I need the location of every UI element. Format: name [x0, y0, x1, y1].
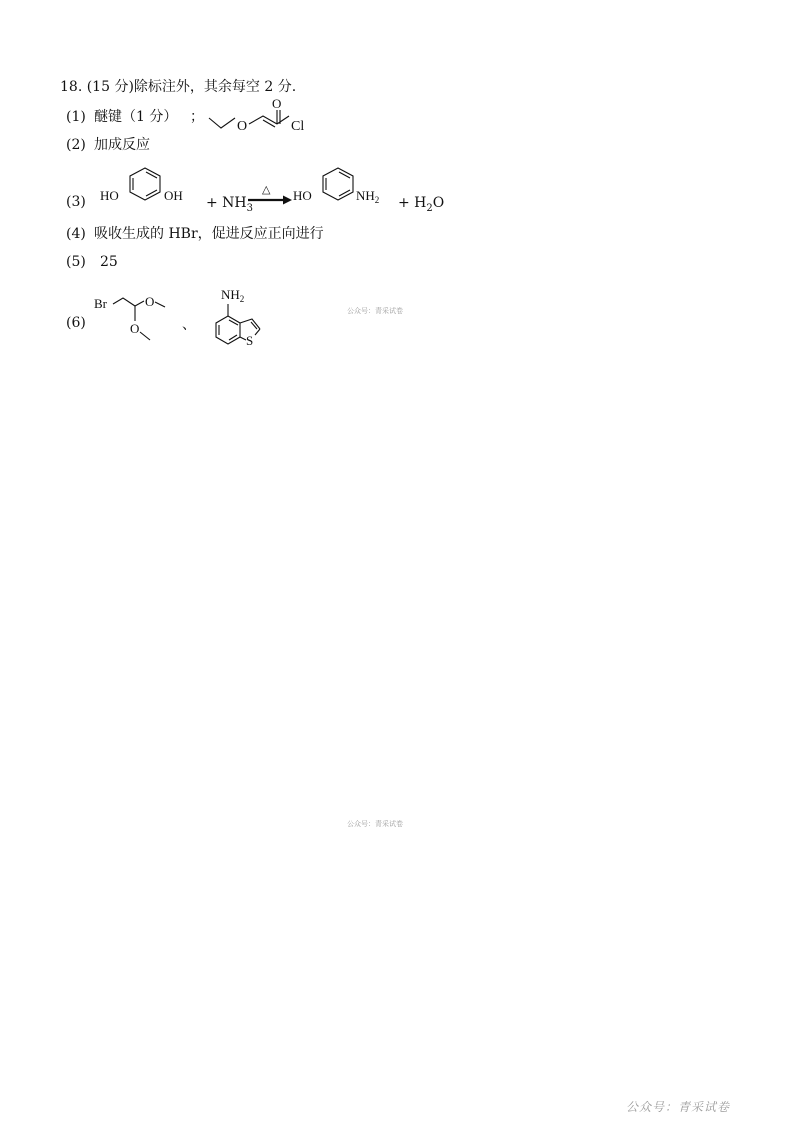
item-2-answer: 加成反应 [94, 137, 150, 153]
item-6-separator: 、 [182, 317, 196, 333]
resorcinol-structure [100, 160, 200, 210]
hydroxyl-label-right: OH [164, 188, 183, 203]
thiophene-bond [255, 329, 260, 335]
watermark-top: 公众号：青采试卷 [347, 307, 403, 315]
benzene-ring [130, 168, 160, 200]
amino-label [221, 287, 244, 304]
arrow-head [283, 196, 292, 205]
carbonyl-oxygen-label: O [272, 96, 282, 111]
amino-text: NH [221, 287, 240, 302]
ammonia-text: + NH [206, 195, 247, 211]
water-subscript: 2 [426, 202, 433, 214]
watermark-middle: 公众号：青采试卷 [347, 820, 403, 828]
aminophenol-structure [293, 160, 393, 210]
bromoacetal-structure [92, 290, 172, 348]
item-6-number: (6) [66, 315, 86, 331]
carbonyl-carbon-bond [277, 116, 289, 124]
item-1-number: (1) [66, 109, 86, 125]
benzene-ring [323, 168, 353, 200]
water-oxygen: O [432, 195, 445, 211]
item-3-number: (3) [66, 194, 86, 210]
ammonia-subscript: 3 [246, 202, 254, 214]
item-5-number: (5) [66, 254, 86, 270]
amino-label [356, 188, 379, 205]
thiophene-double-bond [251, 322, 257, 329]
ether-oxygen-label: O [130, 321, 140, 336]
ether-oxygen-label: O [237, 119, 248, 134]
question-header: 18. (15 分)除标注外，其余每空 2 分. [60, 79, 297, 95]
sulfur-label: S [246, 333, 254, 348]
bromine-label: Br [94, 296, 107, 311]
heat-symbol: △ [262, 184, 271, 196]
reaction-arrow [246, 183, 294, 207]
acyl-chloride-structure [205, 94, 315, 138]
amino-subscript: 2 [239, 294, 245, 304]
thiophene-bond [240, 319, 260, 329]
double-bond-line [263, 120, 275, 127]
hydroxyl-label: HO [293, 188, 312, 203]
water-text: + H [398, 195, 427, 211]
item-5-answer: 25 [100, 254, 118, 270]
methyl-bond [155, 302, 165, 307]
methyl-bond [140, 332, 150, 340]
ether-oxygen-label: O [145, 294, 155, 309]
aminobenzothiophene-structure [205, 285, 275, 357]
watermark-footer: 公众号：青采试卷 [626, 1100, 731, 1114]
c-o-bond [135, 301, 144, 306]
item-4-answer: 吸收生成的 HBr，促进反应正向进行 [94, 226, 324, 242]
item-2-number: (2) [66, 137, 86, 153]
water-product [398, 196, 444, 214]
hydroxyl-label-left: HO [100, 188, 119, 203]
item-4-number: (4) [66, 226, 86, 242]
ethyl-chain-bond [209, 118, 235, 128]
item-1-answer: 醚键（1 分） [94, 109, 178, 125]
chain-bond [113, 298, 135, 306]
chlorine-label: Cl [291, 119, 305, 134]
amino-subscript: 2 [374, 195, 380, 205]
benzene-ring [216, 316, 240, 344]
amino-text: NH [356, 188, 375, 203]
item-1-separator: ； [190, 109, 204, 125]
